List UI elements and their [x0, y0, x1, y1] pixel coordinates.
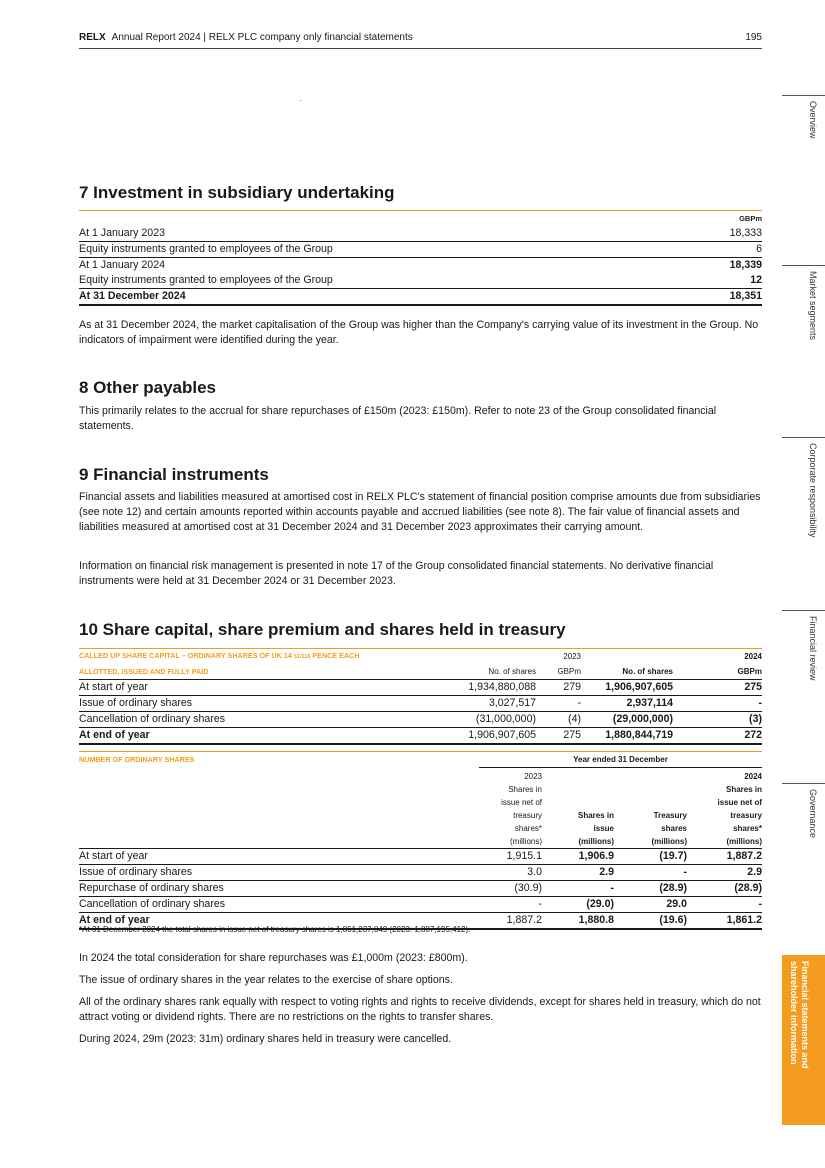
- row-label: Issue of ordinary shares: [79, 696, 379, 712]
- row-label: At 1 January 2023: [79, 226, 685, 242]
- tab-label: Governance: [808, 789, 818, 839]
- cell: -: [758, 897, 762, 910]
- cell: 2.9: [687, 864, 762, 880]
- cell: (19.7): [614, 848, 687, 864]
- tab-financial-statements[interactable]: [782, 955, 825, 1125]
- tab-label: Financial review: [808, 616, 818, 681]
- cell: 3.0: [479, 864, 542, 880]
- cell: 1,915.1: [479, 848, 542, 864]
- cell: (29,000,000): [612, 713, 673, 725]
- cell: 275: [673, 680, 762, 696]
- cell: 1,880.8: [542, 912, 614, 929]
- cell: 2,937,114: [581, 696, 673, 712]
- cell: 1,906.9: [542, 848, 614, 864]
- row-value: 12: [750, 274, 762, 286]
- section-10-title: 10 Share capital, share premium and shares held in treasury: [79, 620, 566, 639]
- share-capital-table: [79, 648, 762, 745]
- col-header-2024: 2024 Shares in issue net of treasury shares* (millions): [717, 771, 762, 846]
- section-8-paragraph: This primarily relates to the accrual for share repurchases of £150m (2023: £150m). Refer to note 23 of the Group consolidated financial statements.: [79, 405, 717, 432]
- tab-label: Overview: [808, 101, 818, 139]
- tab-label: Financial statements and shareholder information: [789, 961, 810, 1069]
- section-9-paragraph-2: Information on financial risk management is presented in note 17 of the Group consolidated financial statements. No derivative financial instruments were held at 31 December 2024 or 31 December 2023.: [79, 560, 714, 587]
- unit-header: GBPm: [739, 214, 762, 223]
- cell: (19.6): [614, 912, 687, 929]
- tab-financial-review[interactable]: [782, 610, 825, 781]
- row-value: 18,333: [685, 226, 762, 242]
- stray-dot: [300, 100, 301, 101]
- fraction: 51/116: [293, 654, 311, 660]
- row-value: 18,339: [729, 259, 762, 271]
- tab-market-segments[interactable]: [782, 265, 825, 436]
- tab-label: Market segments: [808, 271, 818, 341]
- row-label: Repurchase of ordinary shares: [79, 880, 479, 896]
- cell: -: [542, 880, 614, 896]
- row-label: Cancellation of ordinary shares: [79, 897, 226, 910]
- cell: 279: [536, 680, 581, 696]
- ordinary-shares-table: [79, 751, 762, 930]
- cell: 1,906,907,605: [581, 680, 673, 696]
- cell: 1,880,844,719: [581, 728, 673, 745]
- row-value: 6: [685, 242, 762, 258]
- investment-table: [79, 210, 762, 306]
- section-10-paragraph-3: All of the ordinary shares rank equally with respect to voting rights and rights to receive dividends, except for shares held in treasury, which do not attract voting or dividend rights. There are no restrictions on the rights to transfer shares.: [79, 996, 761, 1023]
- section-7-paragraph: As at 31 December 2024, the market capitalisation of the Group was higher than the Company's carrying value of its investment in the Group. No indicators of impairment were identified during the year.: [79, 319, 759, 346]
- cell: (31,000,000): [475, 713, 536, 725]
- total-label: At end of year: [79, 912, 479, 929]
- cell: -: [673, 696, 762, 712]
- table-caption-2: ALLOTTED, ISSUED AND FULLY PAID: [79, 664, 379, 680]
- col-header-2023: 2023 Shares in issue net of treasury shares* (millions): [501, 771, 542, 846]
- cell: 1,934,880,088: [379, 680, 536, 696]
- row-label: Equity instruments granted to employees of the Group: [79, 274, 333, 286]
- total-label: At 31 December 2024: [79, 289, 685, 306]
- col-header: No. of shares: [379, 664, 536, 680]
- row-label: Cancellation of ordinary shares: [79, 713, 226, 725]
- year-2024: 2024: [744, 652, 762, 661]
- row-label: Equity instruments granted to employees of the Group: [79, 242, 685, 258]
- section-7-title: 7 Investment in subsidiary undertaking: [79, 183, 395, 202]
- cell: (3): [749, 713, 762, 725]
- cell: 1,861.2: [687, 912, 762, 929]
- row-label: At 1 January 2024: [79, 259, 165, 271]
- total-label: At end of year: [79, 728, 379, 745]
- col-header: GBPm: [673, 664, 762, 680]
- tab-label: Corporate responsibility: [808, 443, 818, 538]
- cell: (30.9): [479, 880, 542, 896]
- section-9-title: 9 Financial instruments: [79, 465, 269, 484]
- brand-logo: RELX: [79, 32, 106, 43]
- cell: -: [614, 864, 687, 880]
- cell: 1,887.2: [479, 912, 542, 929]
- col-header: No. of shares: [581, 664, 673, 680]
- footnote: *At 31 December 2024 the total shares in issue net of treasury shares is 1,861,237,049 (2023: 1,887,195,412).: [79, 925, 471, 934]
- cell: 1,906,907,605: [379, 728, 536, 745]
- total-value: 18,351: [685, 289, 762, 306]
- report-title: Annual Report 2024 | RELX PLC company only financial statements: [111, 32, 413, 43]
- section-10-paragraph-4: During 2024, 29m (2023: 31m) ordinary shares held in treasury were cancelled.: [79, 1033, 452, 1045]
- cell: (29.0): [586, 897, 614, 910]
- section-8-title: 8 Other payables: [79, 378, 217, 397]
- table-caption: NUMBER OF ORDINARY SHARES: [79, 755, 195, 764]
- col-header-issue: Shares in issue (millions): [577, 810, 614, 846]
- cell: 272: [673, 728, 762, 745]
- cell: 3,027,517: [379, 696, 536, 712]
- tab-corporate-responsibility[interactable]: [782, 437, 825, 606]
- year-2023: 2023: [563, 652, 581, 661]
- cell: -: [538, 897, 542, 910]
- table-caption: CALLED UP SHARE CAPITAL – ORDINARY SHARES OF UK 14 51/116 PENCE EACH: [79, 651, 360, 660]
- row-label: At start of year: [79, 680, 379, 696]
- section-10-paragraph-1: In 2024 the total consideration for share repurchases was £1,000m (2023: £800m).: [79, 952, 468, 964]
- cell: 1,887.2: [687, 848, 762, 864]
- cell: 2.9: [542, 864, 614, 880]
- tab-overview[interactable]: [782, 95, 825, 261]
- section-10-paragraph-2: The issue of ordinary shares in the year relates to the exercise of share options.: [79, 974, 453, 986]
- row-label: At start of year: [79, 848, 479, 864]
- page-header: [79, 31, 762, 49]
- row-label: Issue of ordinary shares: [79, 864, 479, 880]
- cell: (28.9): [614, 880, 687, 896]
- section-9-paragraph-1: Financial assets and liabilities measured at amortised cost in RELX PLC's statement of financial position comprise amounts due from subsidiaries (see note 12) and certain amounts reported within accounts payable and accrued liabilities (see note 8). The fair value of financial assets and liabilities measured at amortised cost at 31 December 2024 and 31 December 2023 approximates their carrying amount.: [79, 491, 761, 533]
- cell: -: [536, 696, 581, 712]
- tab-governance[interactable]: [782, 783, 825, 952]
- cell: 29.0: [666, 897, 687, 910]
- col-header-treasury: Treasury shares (millions): [651, 810, 687, 846]
- col-header: GBPm: [536, 664, 581, 680]
- group-header: Year ended 31 December: [479, 752, 762, 768]
- cell: 275: [536, 728, 581, 745]
- cell: (28.9): [687, 880, 762, 896]
- cell: (4): [568, 713, 581, 725]
- page-number: 195: [745, 32, 762, 43]
